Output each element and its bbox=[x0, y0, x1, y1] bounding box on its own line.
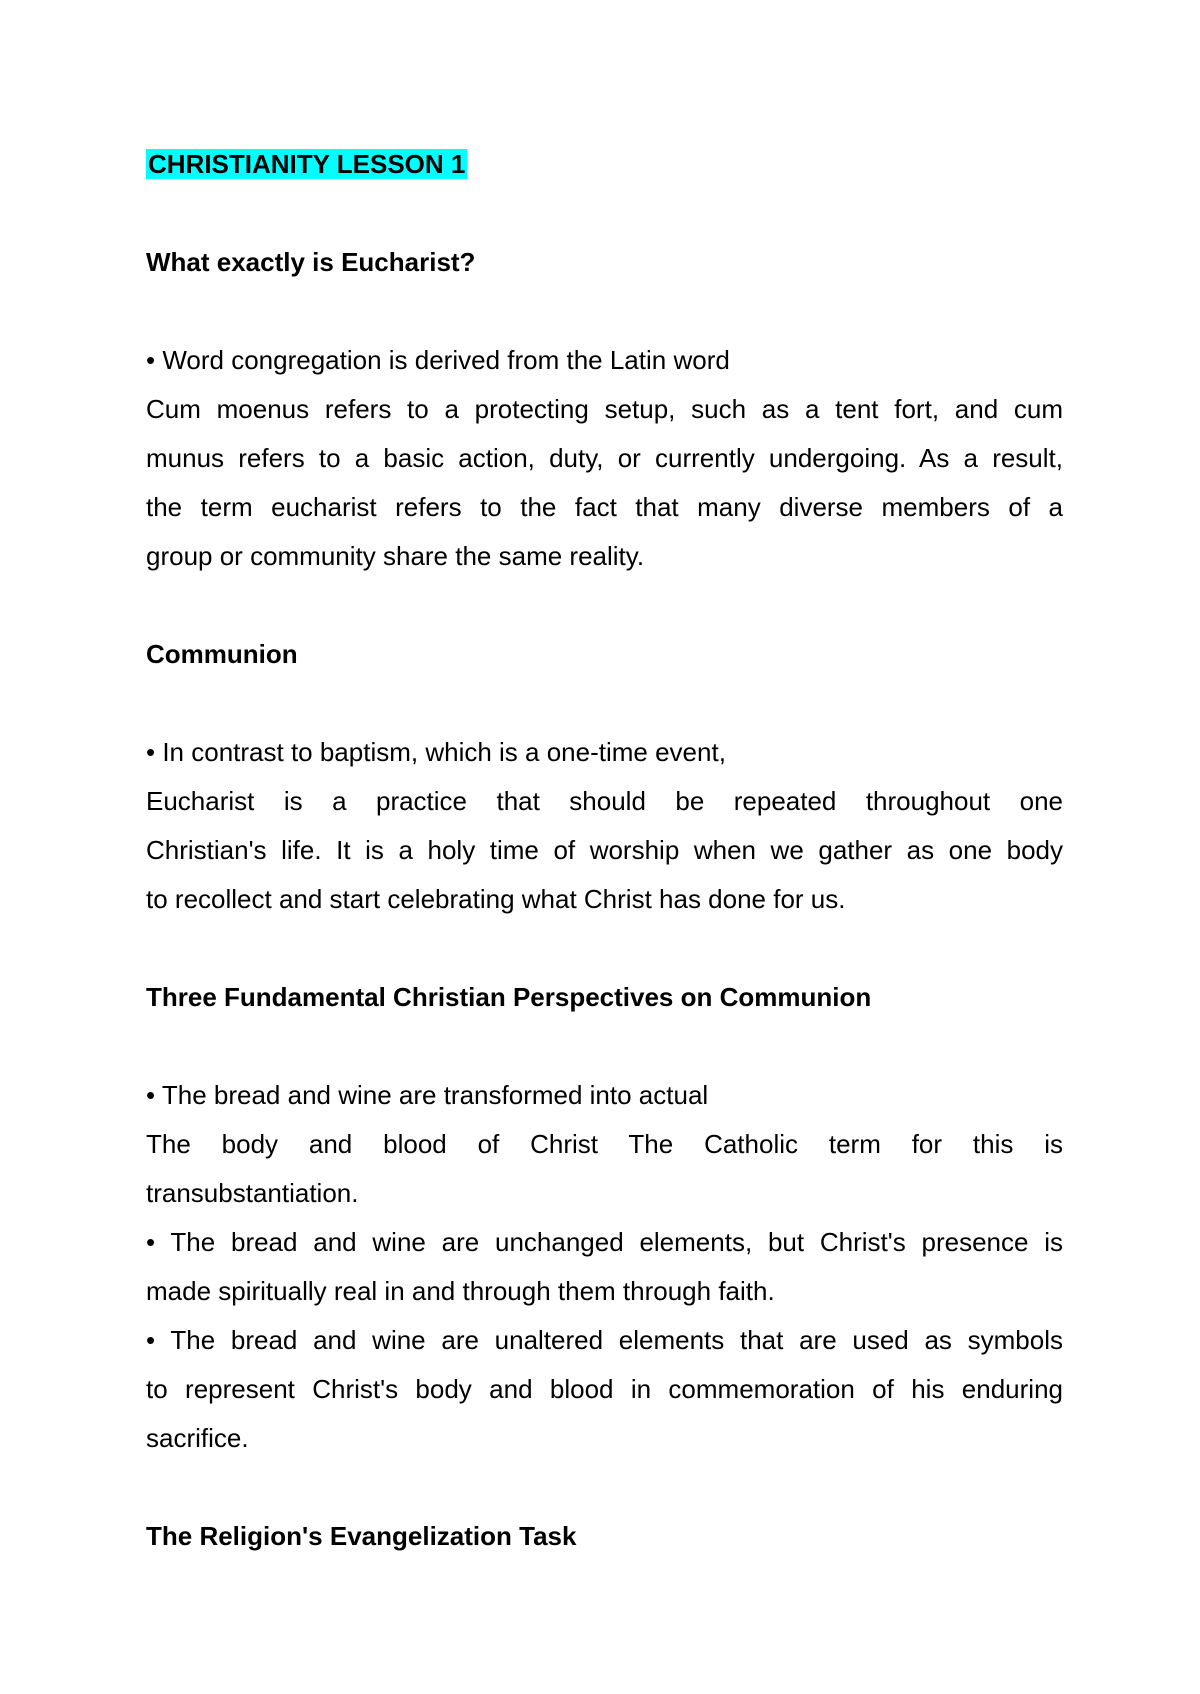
section-heading-evangelization: The Religion's Evangelization Task bbox=[146, 1521, 577, 1551]
paragraph-line: Cum moenus refers to a protecting setup, such as a tent fort, and cum bbox=[146, 394, 1063, 424]
document-title: CHRISTIANITY LESSON 1 bbox=[148, 149, 466, 179]
bullet-contrast-baptism: • In contrast to baptism, which is a one-time event, bbox=[146, 737, 726, 767]
paragraph-line: to recollect and start celebrating what Christ has done for us. bbox=[146, 884, 846, 914]
section-heading-perspectives: Three Fundamental Christian Perspectives on Communion bbox=[146, 982, 872, 1012]
paragraph-line: made spiritually real in and through them through faith. bbox=[146, 1276, 775, 1306]
paragraph-line: the term eucharist refers to the fact that many diverse members of a bbox=[146, 492, 1063, 522]
paragraph-line: The body and blood of Christ The Catholic term for this is bbox=[146, 1129, 1063, 1159]
paragraph-line: transubstantiation. bbox=[146, 1178, 359, 1208]
paragraph-line: group or community share the same reality. bbox=[146, 541, 645, 571]
section-heading-communion: Communion bbox=[146, 639, 298, 669]
paragraph-line: Eucharist is a practice that should be repeated throughout one bbox=[146, 786, 1063, 816]
bullet-transformed: • The bread and wine are transformed into actual bbox=[146, 1080, 709, 1110]
document-title-line bbox=[146, 147, 467, 181]
bullet-unaltered: • The bread and wine are unaltered elements that are used as symbols bbox=[146, 1325, 1063, 1355]
paragraph-line: to represent Christ's body and blood in commemoration of his enduring bbox=[146, 1374, 1063, 1404]
bullet-word-congregation: • Word congregation is derived from the Latin word bbox=[146, 345, 730, 375]
paragraph-line: Christian's life. It is a holy time of worship when we gather as one body bbox=[146, 835, 1063, 865]
paragraph-line: munus refers to a basic action, duty, or currently undergoing. As a result, bbox=[146, 443, 1063, 473]
section-heading-eucharist: What exactly is Eucharist? bbox=[146, 247, 476, 277]
paragraph-line: sacrifice. bbox=[146, 1423, 249, 1453]
bullet-unchanged: • The bread and wine are unchanged elements, but Christ's presence is bbox=[146, 1227, 1063, 1257]
